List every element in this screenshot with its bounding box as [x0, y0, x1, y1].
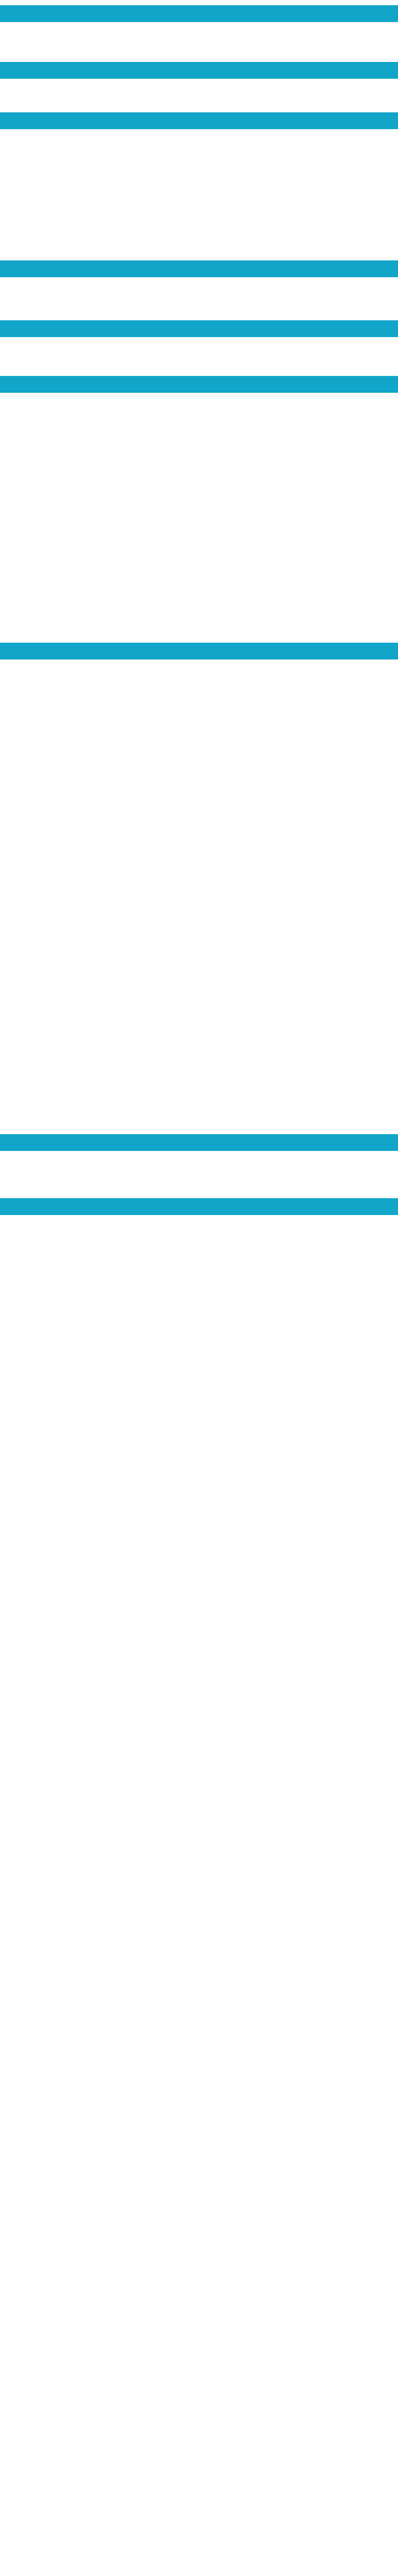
section-chambres-header	[0, 260, 398, 277]
section-attention-header	[0, 1198, 398, 1215]
section-environs-body	[0, 22, 398, 60]
section-formalites	[0, 643, 398, 1122]
section-cadre-header	[0, 62, 398, 79]
section-plus	[0, 320, 398, 371]
section-formalites-header	[0, 643, 398, 659]
section-hotel	[0, 112, 398, 259]
section-services-header	[0, 376, 398, 393]
section-hotel-header	[0, 112, 398, 129]
section-services-body	[0, 393, 398, 645]
section-environs-header	[0, 5, 398, 22]
section-attention	[0, 1198, 398, 2570]
section-cadre	[0, 62, 398, 110]
section-hotel-body	[0, 129, 398, 259]
section-sante	[0, 1134, 398, 1198]
section-cadre-body	[0, 79, 398, 110]
section-plus-header	[0, 320, 398, 337]
section-chambres-body	[0, 277, 398, 321]
section-services	[0, 376, 398, 645]
section-environs	[0, 5, 398, 60]
section-sante-body	[0, 1151, 398, 1198]
section-chambres	[0, 260, 398, 321]
section-formalites-body	[0, 659, 398, 1122]
section-sante-header	[0, 1134, 398, 1151]
section-attention-body	[0, 1215, 398, 2570]
section-plus-body	[0, 337, 398, 371]
